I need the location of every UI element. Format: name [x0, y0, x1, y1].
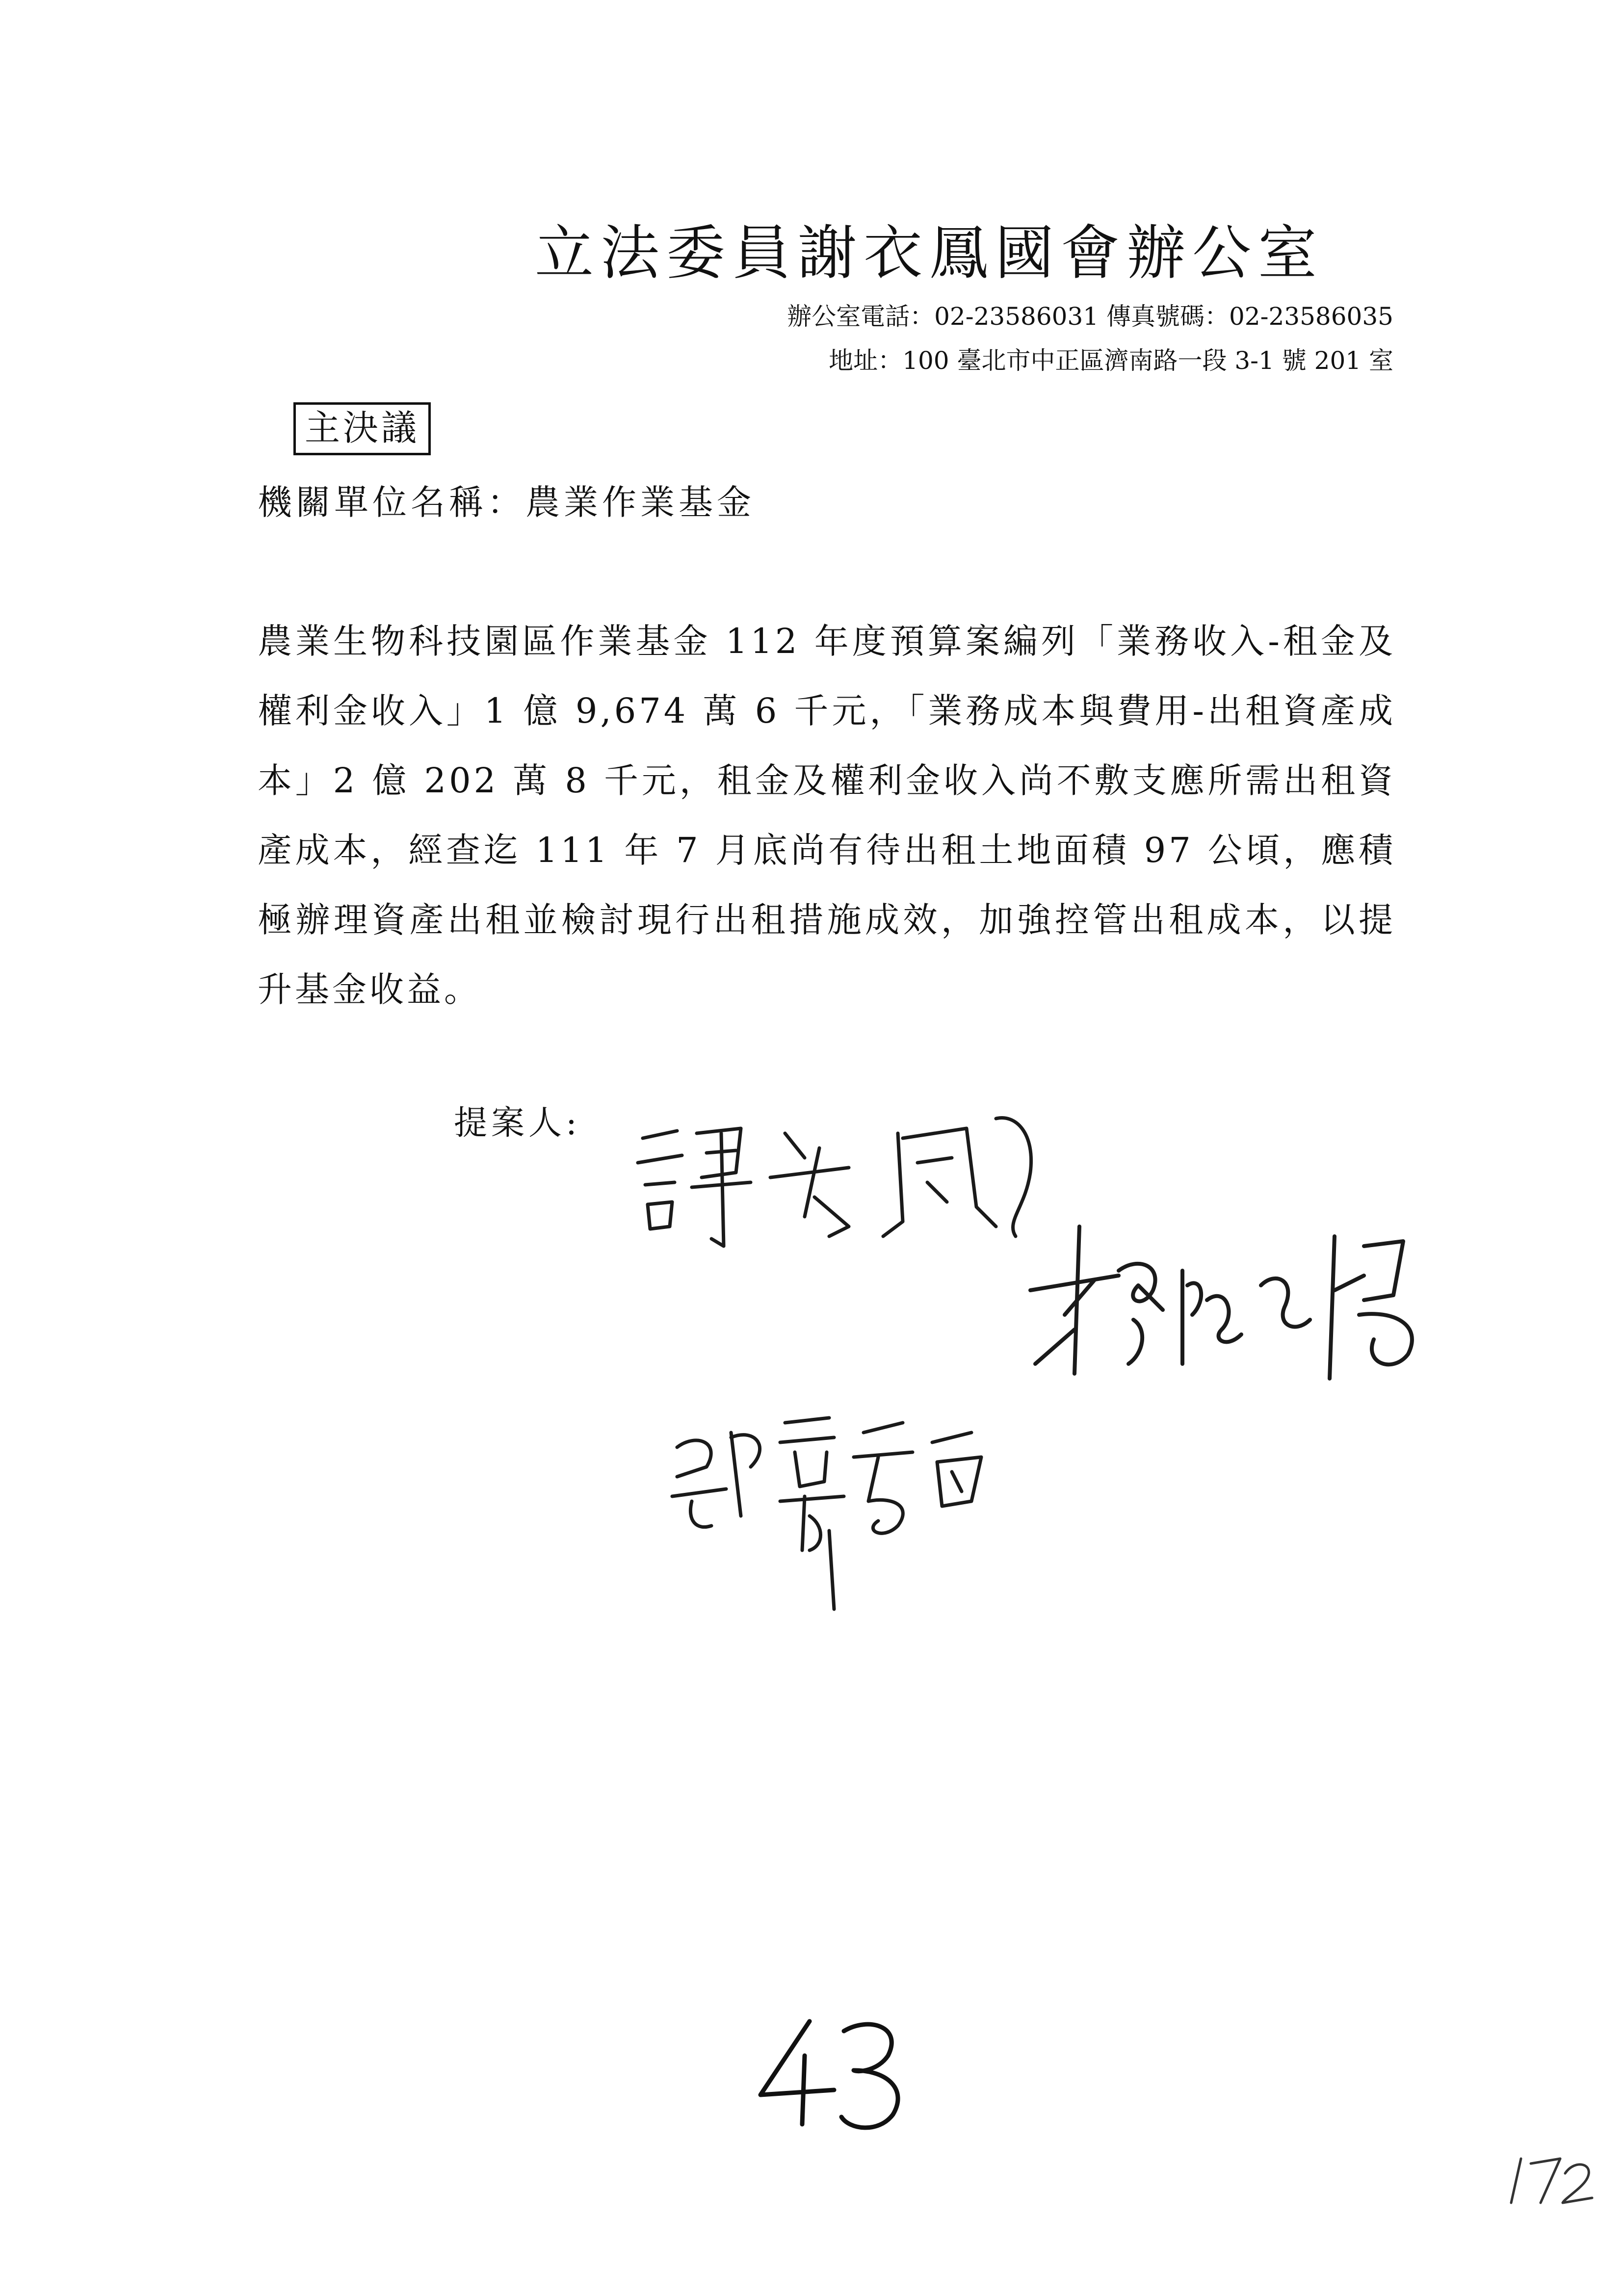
handwritten-signature-icon [623, 1104, 1065, 1271]
agency-name-line: 機關單位名稱：農業作業基金 [258, 482, 755, 522]
phone-fax-line: 辦公室電話：02-23586031 傳真號碼：02-23586035 [787, 302, 1393, 331]
handwritten-page-number [746, 2011, 922, 2141]
proposer-label: 提案人: [454, 1104, 581, 1143]
office-contact [787, 294, 1393, 383]
address-line: 地址：100 臺北市中正區濟南路一段 3-1 號 201 室 [829, 346, 1393, 375]
office-title: 立法委員謝衣鳳國會辦公室 [535, 219, 1324, 287]
resolution-body: 農業生物科技園區作業基金 112 年度預算案編列「業務收入-租金及權利金收入」1 億 9,674 萬 6 千元，「業務成本與費用-出租資產成本」2 億 202 萬 8 千元，租金及權利金收入尚不敷支應所需出租資產成本，經查迄 111 年 7 月底尚有待出租土地面積 97 公頃，應積極辦理資產出租並檢討現行出租措施成效，加強控管出租成本，以提升基金收益。 [258, 621, 1396, 1010]
signature-1 [623, 1104, 1065, 1271]
resolution-type-label: 主決議 [293, 402, 431, 455]
handwritten-signature-icon [1021, 1217, 1442, 1403]
handwritten-number-icon [746, 2011, 922, 2139]
handwritten-signature-icon [657, 1403, 1011, 1619]
signature-2 [1021, 1217, 1442, 1403]
handwritten-corner-number [1501, 2149, 1599, 2219]
handwritten-number-icon [1501, 2149, 1599, 2218]
signature-3 [657, 1403, 1011, 1619]
